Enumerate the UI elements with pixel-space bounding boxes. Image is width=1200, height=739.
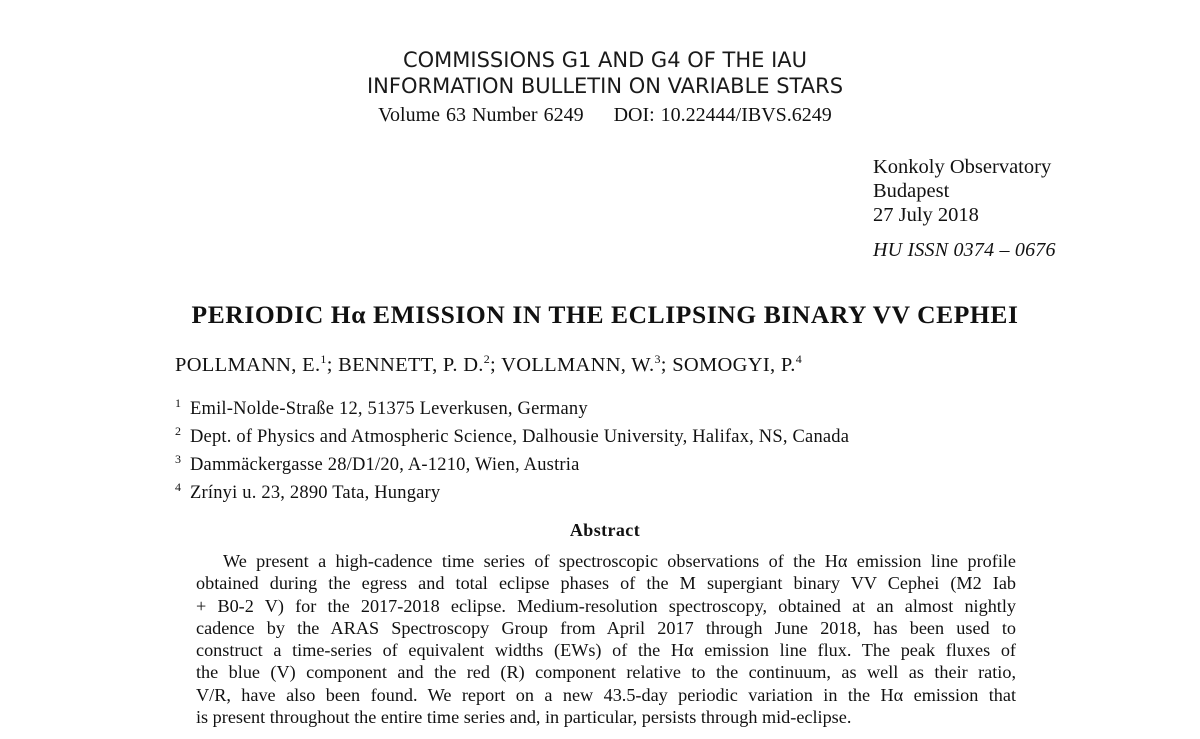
author-list bbox=[175, 354, 802, 377]
author: BENNETT, P. D.$^2$; bbox=[338, 352, 502, 376]
doi-link[interactable]: DOI: 10.22444/IBVS.6249 bbox=[613, 104, 832, 126]
publication-date: 27 July 2018 bbox=[873, 204, 979, 226]
affiliation-text: Dept. of Physics and Atmospheric Science, Dalhousie University, Halifax, NS, Canada bbox=[190, 427, 850, 447]
issn-number: HU ISSN 0374 – 0676 bbox=[873, 239, 1056, 261]
paper-title: PERIODIC Hα EMISSION IN THE ECLIPSING BINARY VV CEPHEI bbox=[191, 300, 1019, 329]
author: SOMOGYI, P.$^4$ bbox=[672, 352, 803, 376]
author: POLLMANN, E.$^1$; bbox=[175, 352, 339, 376]
affiliation-text: Zrínyi u. 23, 2890 Tata, Hungary bbox=[190, 483, 441, 503]
affiliation bbox=[175, 424, 849, 448]
author-affiliation-mark: 1 bbox=[320, 352, 327, 366]
abstract-heading: Abstract bbox=[569, 520, 641, 540]
bulletin-commission-line: COMMISSIONS G1 AND G4 OF THE IAU bbox=[402, 48, 808, 72]
author-affiliation-mark: 4 bbox=[795, 352, 803, 366]
abstract-line: We present a high-cadence time series of spectroscopic observations of the Hα emission line profile bbox=[223, 551, 1016, 571]
observatory-city: Budapest bbox=[873, 180, 950, 202]
abstract-line: obtained during the egress and total eclipse phases of the M supergiant binary VV Cephei (M2 Iab bbox=[196, 573, 1016, 594]
affiliation-number: 1 bbox=[175, 396, 182, 410]
abstract-body bbox=[196, 550, 1016, 728]
abstract-line: the blue (V) component and the red (R) component relative to the continuum, as well as their ratio, bbox=[196, 662, 1016, 683]
author-affiliation-mark: 3 bbox=[654, 352, 661, 366]
abstract-line: + B0-2 V) for the 2017-2018 eclipse. Medium-resolution spectroscopy, obtained at an almost nightly bbox=[196, 595, 1016, 616]
affiliation bbox=[175, 452, 580, 476]
affiliation bbox=[175, 480, 440, 504]
observatory-name: Konkoly Observatory bbox=[873, 156, 1052, 178]
bulletin-name-line: INFORMATION BULLETIN ON VARIABLE STARS bbox=[366, 74, 844, 98]
affiliation-number: 2 bbox=[175, 424, 182, 438]
affiliation-text: Dammäckergasse 28/D1/20, A-1210, Wien, Austria bbox=[190, 455, 580, 475]
affiliation-number: 4 bbox=[175, 480, 182, 494]
abstract-line: is present throughout the entire time series and, in particular, persists through mid-eclipse. bbox=[196, 707, 852, 728]
abstract-line: V/R, have also been found. We report on a new 43.5-day periodic variation in the Hα emission that bbox=[196, 684, 1016, 705]
abstract-line: construct a time-series of equivalent widths (EWs) of the Hα emission line flux. The peak fluxes of bbox=[196, 640, 1016, 661]
abstract-line: cadence by the ARAS Spectroscopy Group from April 2017 through June 2018, has been used to bbox=[196, 617, 1016, 638]
volume-doi-line bbox=[0, 104, 1200, 127]
author: VOLLMANN, W.$^3$; bbox=[501, 352, 673, 376]
volume-number: Volume 63 Number 6249 bbox=[378, 104, 584, 126]
author-affiliation-mark: 2 bbox=[483, 352, 491, 366]
affiliation-text: Emil-Nolde-Straße 12, 51375 Leverkusen, Germany bbox=[190, 399, 588, 419]
affiliation-number: 3 bbox=[175, 452, 182, 466]
observatory-block bbox=[873, 155, 1051, 227]
affiliation bbox=[175, 396, 588, 420]
